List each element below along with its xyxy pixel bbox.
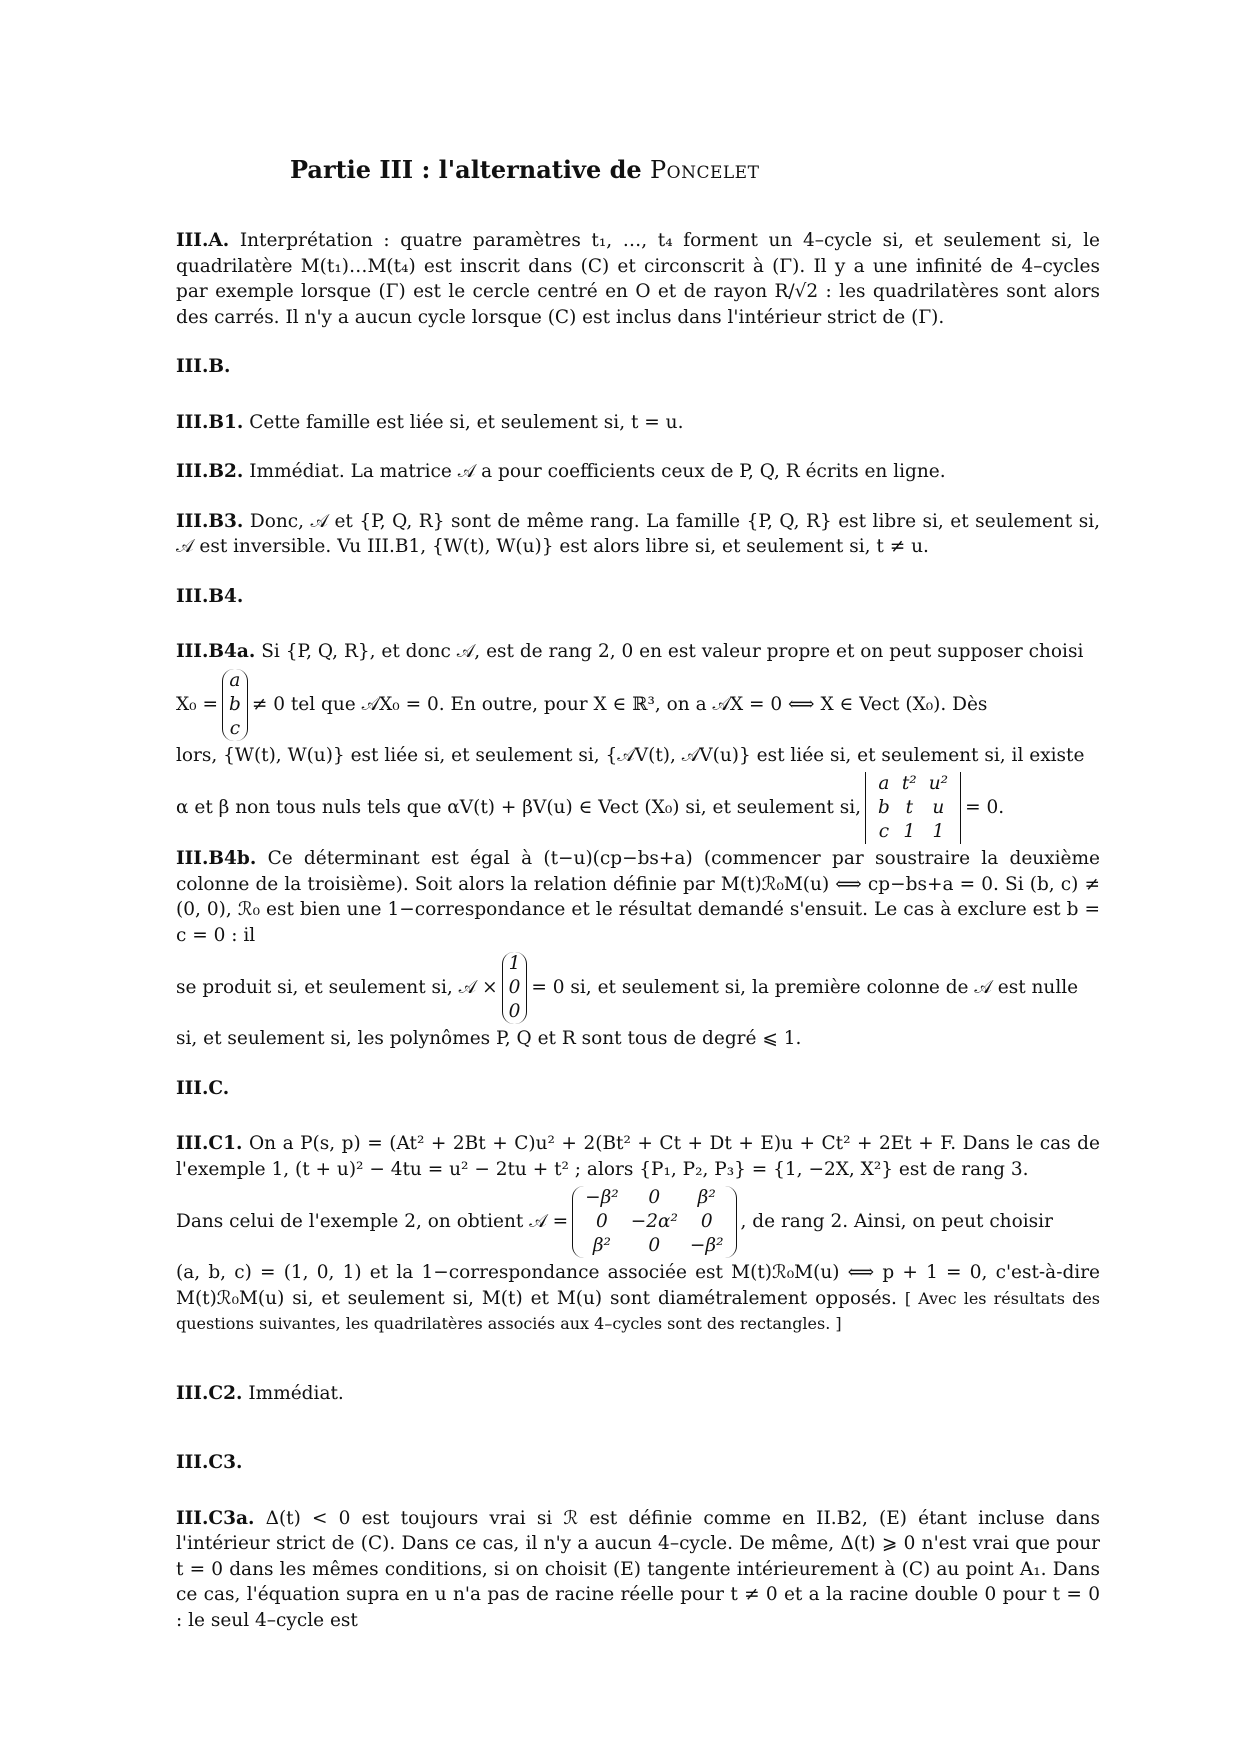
label-III-C3a: III.C3a. [176,1507,255,1529]
text-III-A: Interprétation : quatre paramètres t₁, …, t₄ forment un 4–cycle si, et seulement si, le quadrilatère M(t₁)…M(t₄) est inscrit dans (C) et circonscrit à (Γ). Il y a une infinité de 4–cycles par exemple lorsque (Γ) est le cercle centré en O et de rayon R/√2 : les quadrilatères sont alors des carrés. Il n'y a aucun cycle lorsque (C) est inclus dans l'intérieur strict de (Γ). [176,230,1100,328]
alpha-prefix: α et β non tous nuls tels que αV(t) + βV(u) ∈ Vect (X₀) si, et seulement si, [176,797,862,819]
heading-III-C3: III.C3. [176,1452,243,1473]
label-III-C2: III.C2. [176,1382,243,1404]
section-III-C1 [176,1131,1100,1182]
x0-suffix: ≠ 0 tel que 𝒜X₀ = 0. En outre, pour X ∈ ℝ³, on a 𝒜X = 0 ⟺ X ∈ Vect (X₀). Dès [251,693,988,715]
label-III-B2: III.B2. [176,461,244,482]
ex2-row [176,1186,1100,1258]
section-III-B4b [176,846,1100,948]
e1-vector [502,952,528,1024]
label-III-B4a: III.B4a. [176,641,256,662]
matrix-cell: β² [592,1235,611,1256]
matrix-cell: −β² [689,1235,724,1256]
text-degre: si, et seulement si, les polynômes P, Q et R sont tous de degré ⩽ 1. [176,1028,802,1049]
matrix-cell: 0 [508,977,521,998]
text-III-B2: Immédiat. La matrice 𝒜 a pour coefficients ceux de P, Q, R écrits en ligne. [249,461,946,482]
exclude-suffix: = 0 si, et seulement si, la première colonne de 𝒜 est nulle [531,977,1079,999]
section-III-A [176,228,1100,330]
section-III-B1 [176,410,1100,436]
matrix-cell: b [878,797,890,818]
text-III-C1: On a P(s, p) = (At² + 2Bt + C)u² + 2(Bt² + Ct + Dt + E)u + Ct² + 2Et + F. Dans le cas de l'exemple 1, (t + u)² − 4tu = u² − 2tu + t² ; alors {P₁, P₂, P₃} = {1, −2X, X²} est de rang 3. [176,1133,1100,1180]
matrix-cell: 0 [508,1001,521,1022]
label-III-B3: III.B3. [176,510,244,532]
section-III-B4a [176,639,1100,665]
matrix-cell: 0 [700,1211,713,1232]
matrix-cell: −β² [585,1187,619,1208]
matrix-cell: u [932,797,945,818]
text-III-C1-cont: (a, b, c) = (1, 0, 1) et la 1−correspondance associée est M(t)ℛ₀M(u) ⟺ p + 1 = 0, c'est-à-dire M(t)ℛ₀M(u) si, et seulement si, M(t) et M(u) sont diamétralement opposés. [176,1262,1100,1309]
matrix-cell: −2α² [630,1211,678,1232]
title-main: Partie III : l'alternative de [290,155,642,184]
matrix-cell: 1 [508,953,521,974]
section-III-B3 [176,509,1100,560]
matrix-cell: c [878,821,890,842]
text-III-B4a: Si {P, Q, R}, et donc 𝒜, est de rang 2, 0 en est valeur propre et on peut supposer choisi [261,641,1084,662]
section-III-C2 [176,1381,1100,1407]
section-III-C1-cont [176,1260,1100,1337]
matrix-cell: 0 [648,1187,661,1208]
section-III-B2 [176,459,1100,485]
text-III-C3a: Δ(t) < 0 est toujours vrai si ℛ est définie comme en II.B2, (E) étant incluse dans l'intérieur strict de (C). Dans ce cas, il n'y a aucun 4–cycle. De même, Δ(t) ⩾ 0 n'est vrai que pour t = 0 dans les mêmes conditions, si on choisit (E) tangente intérieurement à (C) au point A₁. Dans ce cas, l'équation supra en u n'a pas de racine réelle pour t ≠ 0 et a la racine double 0 pour t = 0 : le seul 4–cycle est [176,1507,1100,1631]
matrix-cell: a [229,669,241,691]
matrix-cell: a [878,773,890,794]
matrix-A-example-2 [572,1186,736,1258]
determinant [865,772,961,844]
matrix-cell: t [905,797,913,818]
label-III-B4b: III.B4b. [176,848,257,869]
note-rectangles: [ Avec les résultats des questions suivantes, les quadrilatères associés aux 4–cycles sont des rectangles. ] [176,1288,1101,1333]
page-title [290,155,759,184]
document-body [176,228,1100,1657]
title-name: Poncelet [650,156,760,184]
heading-III-B: III.B. [176,356,231,377]
matrix-cell: 1 [932,821,945,842]
matrix-cell: t² [901,773,917,794]
matrix-cell: β² [697,1187,716,1208]
x0-row [176,669,1100,741]
matrix-cell: u² [928,773,949,794]
matrix-cell: 0 [596,1211,608,1232]
label-III-B1: III.B1. [176,411,244,433]
text-III-B3: Donc, 𝒜 et {P, Q, R} sont de même rang. La famille {P, Q, R} est libre si, et seulement si, 𝒜 est inversible. Vu III.B1, {W(t), W(u)} est alors libre si, et seulement si, t ≠ u. [176,510,1100,557]
text-III-B1: Cette famille est liée si, et seulement si, t = u. [249,411,684,433]
alpha-suffix: = 0. [965,797,1005,819]
matrix-cell: c [229,717,241,739]
matrix-cell: 1 [903,821,916,842]
ex2-suffix: , de rang 2. Ainsi, on peut choisir [740,1211,1053,1233]
exclude-row [176,952,1100,1024]
ex2-prefix: Dans celui de l'exemple 2, on obtient 𝒜 = [176,1211,569,1233]
heading-III-C: III.C. [176,1077,230,1099]
matrix-cell: b [228,693,241,715]
matrix-cell: 0 [648,1235,661,1256]
text-III-C2: Immédiat. [248,1382,344,1404]
section-III-C3a [176,1506,1100,1634]
x0-prefix: X₀ = [176,693,218,715]
exclude-prefix: se produit si, et seulement si, 𝒜 × [176,977,498,999]
heading-III-B4: III.B4. [176,585,244,607]
text-III-B4b: Ce déterminant est égal à (t−u)(cp−bs+a) (commencer par soustraire la deuxième colonne de la troisième). Soit alors la relation définie par M(t)ℛ₀M(u) ⟺ cp−bs+a = 0. Si (b, c) ≠ (0, 0), ℛ₀ est bien une 1−correspondance et le résultat demandé s'ensuit. Le cas à exclure est b = c = 0 : il [176,848,1100,946]
label-III-C1: III.C1. [176,1133,243,1154]
alpha-row [176,772,1100,844]
x0-vector [222,669,248,741]
text-lors: lors, {W(t), W(u)} est liée si, et seulement si, {𝒜V(t), 𝒜V(u)} est liée si, et seulement si, il existe [176,744,1085,766]
label-III-A: III.A. [176,230,230,251]
